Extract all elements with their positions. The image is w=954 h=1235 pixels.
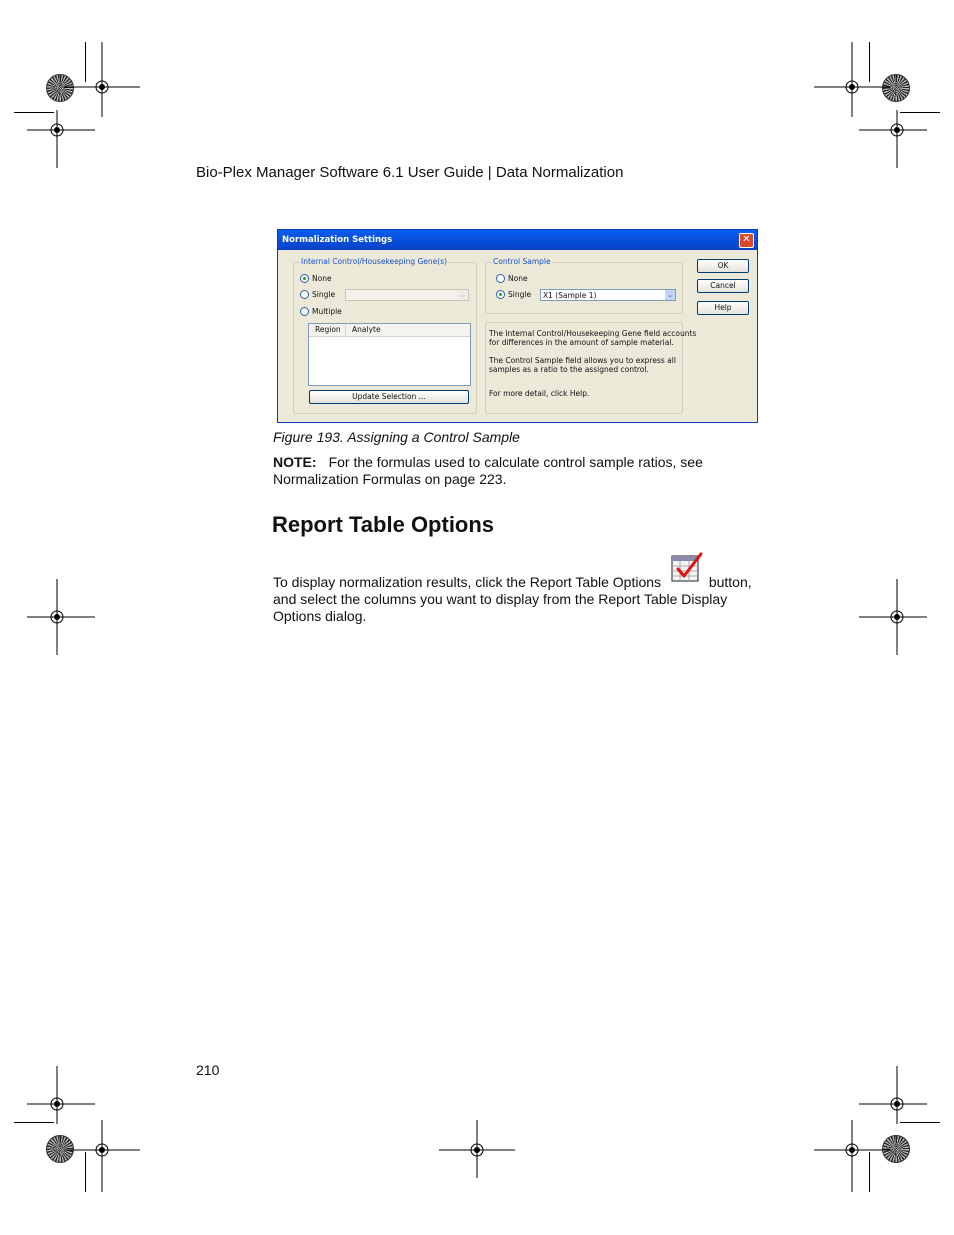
crop-mark — [900, 112, 940, 113]
figure-caption: Figure 193. Assigning a Control Sample — [273, 429, 520, 445]
section-paragraph: To display normalization results, click the Report Table Options button, and select the columns you want to display from the Report Table Display Options dialog. — [273, 574, 752, 624]
registration-rosette-icon — [882, 1135, 910, 1163]
radio-selected-icon — [300, 274, 309, 283]
group-legend: Internal Control/Housekeeping Gene(s) — [301, 257, 448, 266]
radio-selected-icon — [496, 290, 505, 299]
registration-rosette-icon — [46, 1135, 74, 1163]
radio-internal-none[interactable]: None — [300, 274, 332, 283]
group-legend: Control Sample — [493, 257, 551, 266]
internal-single-combo[interactable] — [345, 289, 469, 301]
radio-icon — [300, 290, 309, 299]
radio-internal-single[interactable]: Single — [300, 290, 335, 299]
chevron-down-icon: ⌄ — [665, 290, 675, 300]
note — [273, 454, 753, 488]
page-number: 210 — [196, 1062, 220, 1078]
ok-button[interactable]: OK — [697, 259, 749, 273]
crop-mark — [869, 42, 870, 82]
chevron-down-icon: ⌄ — [458, 290, 468, 300]
registration-rosette-icon — [46, 74, 74, 102]
running-header: Bio-Plex Manager Software 6.1 User Guide | Data Normalization — [196, 164, 624, 181]
update-selection-button[interactable]: Update Selection ... — [309, 390, 469, 404]
crop-mark — [14, 112, 54, 113]
control-sample-combo[interactable]: X1 (Sample 1) ⌄ — [540, 289, 676, 301]
crop-mark — [85, 42, 86, 82]
radio-internal-multiple[interactable]: Multiple — [300, 307, 342, 316]
note-text: For the formulas used to calculate control sample ratios, see Normalization Formulas on page 223. — [273, 454, 703, 487]
section-heading: Report Table Options — [272, 512, 495, 537]
close-icon[interactable]: ✕ — [739, 233, 754, 248]
info-text: The Internal Control/Housekeeping Gene field accounts for differences in the amount of sample material. The Control Sample field allows you to express all samples as a ratio to the assigned control. For more detail, click Help. — [489, 329, 697, 398]
crop-mark — [869, 1152, 870, 1192]
help-button[interactable]: Help — [697, 301, 749, 315]
radio-control-single[interactable]: Single — [496, 290, 531, 299]
column-region[interactable]: Region — [309, 324, 346, 336]
radio-control-none[interactable]: None — [496, 274, 528, 283]
normalization-settings-dialog — [277, 229, 758, 423]
column-analyte[interactable]: Analyte — [352, 325, 381, 334]
radio-icon — [300, 307, 309, 316]
crop-mark — [14, 1122, 54, 1123]
radio-icon — [496, 274, 505, 283]
analyte-list[interactable] — [308, 323, 471, 386]
crop-mark — [85, 1152, 86, 1192]
cancel-button[interactable]: Cancel — [697, 279, 749, 293]
registration-rosette-icon — [882, 74, 910, 102]
dialog-title: Normalization Settings — [278, 230, 757, 250]
control-sample-group — [485, 257, 683, 314]
note-label: NOTE: — [273, 454, 317, 470]
list-header — [309, 324, 470, 337]
crop-mark — [900, 1122, 940, 1123]
